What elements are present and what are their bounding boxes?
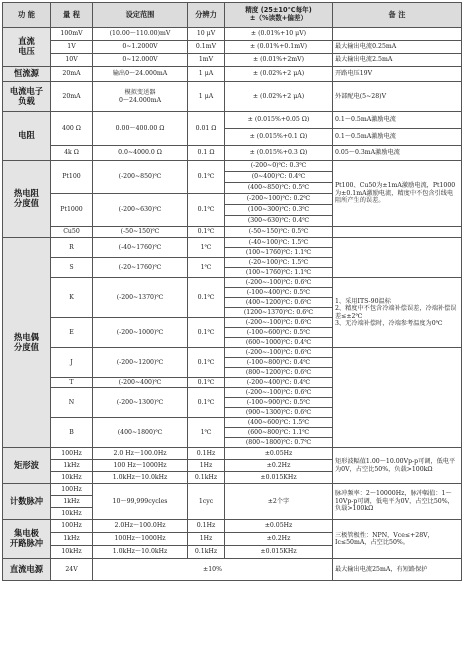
cell-resolution: 0.1℃ [188,227,225,238]
cell-setting: 0.00～400.00 Ω [93,112,188,146]
cell-accuracy: (-200~-100)℃: 0.6℃ [225,318,333,328]
cell-accuracy: ±0.05Hz [225,448,333,460]
cell-setting: (-20~1760)℃ [93,258,188,278]
cell-range: T [51,378,93,388]
cell-accuracy: ± (0.015%+0.1 Ω) [225,129,333,146]
section-open-collector: 集电极 开路脉冲 [3,520,51,559]
cell-setting: 0~12.000V [93,54,188,67]
section-resistance: 电阻 [3,112,51,161]
header-accuracy [225,3,333,28]
cell-resolution: 1℃ [188,418,225,448]
tc-remark: 1、采用ITS-90温标 2、精度中不包含冷端补偿误差，冷端补偿误差≤±2℃ 3、无冷端补偿时，冷端参考温度为0℃ [333,278,462,348]
square-wave-remark: 矩形波幅值1.00～10.00Vp-p可调，低电平为0V，占空比50%，负载>100kΩ [333,448,462,484]
cell-accuracy: (-100~400)℃: 0.5℃ [225,288,333,298]
section-rtd: 热电阻 分度值 [3,161,51,238]
cell-setting: (10.00～110.00)mV [93,28,188,41]
cell-setting: (400~1800)℃ [93,418,188,448]
section-thermocouple: 热电偶 分度值 [3,238,51,448]
cell-accuracy: (-50~150)℃: 0.5℃ [225,227,333,238]
table-row [3,238,462,248]
dc-power-remark: 最大输出电流25mA，有短路保护 [333,559,462,581]
table-row [3,146,462,161]
cell-accuracy: (-40~100)℃: 1.5℃ [225,238,333,248]
cell-resolution: 1Hz [188,460,225,472]
cell-setting: (-200~1000)℃ [93,318,188,348]
cell-resolution: 1Hz [188,533,225,546]
cell-accuracy: ± (0.02%+2 μA) [225,67,333,82]
header-accuracy-line1: 精度 (25±10℃每年) [245,6,312,15]
cell-setting: 输出0～24.000mA [93,67,188,82]
cell-resolution: 10 μV [188,28,225,41]
cell-setting: (-200~1370)℃ [93,278,188,318]
table-row [3,484,462,496]
cell-remark: 0.1～0.5mA激励电流 [333,112,462,129]
section-square-wave: 矩形波 [3,448,51,484]
table-row [3,82,462,112]
cell-accuracy: ± (0.015%+0.05 Ω) [225,112,333,129]
cell-setting: 2.0 Hz～100.0Hz [93,448,188,460]
cell-setting: 0~1.2000V [93,41,188,54]
section-pulse-count: 计数脉冲 [3,484,51,520]
cell-range: R [51,238,93,258]
cell-setting: 1.0kHz～10.0kHz [93,472,188,484]
cell-accuracy: (900~1300)℃: 0.6℃ [225,408,333,418]
cell-accuracy: (-200~-100)℃: 0.6℃ [225,278,333,288]
rtd-remark-blank [333,227,462,238]
cell-accuracy: (-100~600)℃: 0.5℃ [225,328,333,338]
cell-accuracy: ±0.05Hz [225,520,333,533]
cell-resolution: 1℃ [188,258,225,278]
cell-resolution: 0.1℃ [188,318,225,348]
cell-accuracy: ±0.015KHz [225,472,333,484]
cell-resolution: 0.1mV [188,41,225,54]
cell-accuracy: (100~300)℃: 0.3℃ [225,205,333,216]
cell-resolution: 0.1Hz [188,448,225,460]
table-row [3,348,462,358]
cell-setting: 10～99,999cycles [93,484,188,520]
cell-accuracy: (800~1200)℃: 0.6℃ [225,368,333,378]
cell-remark: 最大输出电流2.5mA [333,54,462,67]
cell-accuracy: (800~1800)℃: 0.7℃ [225,438,333,448]
cell-range: E [51,318,93,348]
cell-resolution: 0.1℃ [188,278,225,318]
cell-resolution: 0.1kHz [188,472,225,484]
cell-range: Pt1000 [51,194,93,227]
cell-accuracy: ± (0.01%+0.1mV) [225,41,333,54]
section-dc-power: 直流电源 [3,559,51,581]
cell-resolution: 1mV [188,54,225,67]
cell-setting: 100 Hz～1000Hz [93,460,188,472]
cell-accuracy: (-20~100)℃: 1.5℃ [225,258,333,268]
tc-remark-top-blank [333,238,462,278]
cell-range: 400 Ω [51,112,93,146]
cell-resolution: 0.1℃ [188,378,225,388]
cell-accuracy: (600~1000)℃: 0.4℃ [225,338,333,348]
cell-range: 20mA [51,82,93,112]
cell-accuracy: ±0.015KHz [225,546,333,559]
section-dc-voltage: 直流 电压 [3,28,51,67]
cell-resolution: 1 μA [188,82,225,112]
cell-setting: (-200~1300)℃ [93,388,188,418]
cell-resolution: 0.1℃ [188,348,225,378]
cell-resolution: 0.1℃ [188,194,225,227]
table-row [3,278,462,288]
cell-resolution: 1℃ [188,238,225,258]
cell-accuracy: (-200~400)℃: 0.4℃ [225,378,333,388]
cell-accuracy: (300~630)℃: 0.4℃ [225,216,333,227]
table-row [3,54,462,67]
header-remarks: 备 注 [333,3,462,28]
cell-resolution: 1 μA [188,67,225,82]
spec-table [2,2,462,581]
cell-range: 100Hz [51,484,93,496]
cell-range: 1kHz [51,533,93,546]
header-range: 量 程 [51,3,93,28]
header-resolution: 分辨力 [188,3,225,28]
cell-accuracy: ± (0.01%+10 μV) [225,28,333,41]
cell-range: Pt100 [51,161,93,194]
cell-range: N [51,388,93,418]
cell-remark: 开路电压19V [333,67,462,82]
header-function: 功 能 [3,3,51,28]
cell-setting: (-200~1200)℃ [93,348,188,378]
cell-accuracy: (1200~1370)℃: 0.6℃ [225,308,333,318]
cell-range: 1kHz [51,460,93,472]
cell-accuracy: (-200~-100)℃: 0.6℃ [225,348,333,358]
header-accuracy-line2: ±（%读数+偏差） [249,14,308,22]
cell-range: S [51,258,93,278]
cell-accuracy: (600~800)℃: 1.1℃ [225,428,333,438]
header-setting: 设定范围 [93,3,188,28]
table-row [3,227,462,238]
cell-setting: 0.0~4000.0 Ω [93,146,188,161]
cell-remark [333,28,462,41]
cell-resolution: 1cyc [188,484,225,520]
cell-range: 100Hz [51,448,93,460]
table-row [3,67,462,82]
cell-setting: (-200~400)℃ [93,378,188,388]
pulse-count-remark: 脉冲频率：2～10000Hz，脉冲幅值：1～10Vp-p可调，低电平为0V，占空比50%，负载>100kΩ [333,484,462,520]
table-row [3,448,462,460]
tc-remark-bottom-blank [333,348,462,448]
cell-range: 100mV [51,28,93,41]
cell-range: 1kHz [51,496,93,508]
cell-range: 10kHz [51,546,93,559]
cell-setting: (-200~850)℃ [93,161,188,194]
cell-accuracy: (100~1760)℃: 1.1℃ [225,268,333,278]
cell-range: 4k Ω [51,146,93,161]
cell-range: 24V [51,559,93,581]
cell-accuracy: ±10% [93,559,333,581]
cell-setting: 1.0kHz～10.0kHz [93,546,188,559]
table-row [3,559,462,581]
cell-range: 1V [51,41,93,54]
cell-setting: 模拟变送器 0～24.000mA [93,82,188,112]
cell-range: J [51,348,93,378]
table-row [3,520,462,533]
cell-resolution: 0.1kHz [188,546,225,559]
cell-range: B [51,418,93,448]
table-row [3,41,462,54]
cell-accuracy: (-200~0)℃: 0.3℃ [225,161,333,172]
cell-setting: (-40~1760)℃ [93,238,188,258]
cell-accuracy: (100~1760)℃: 1.1℃ [225,248,333,258]
cell-accuracy: (-200~-100)℃: 0.6℃ [225,388,333,398]
cell-accuracy: (400~850)℃: 0.5℃ [225,183,333,194]
cell-accuracy: (400~1200)℃: 0.6℃ [225,298,333,308]
cell-range: 10kHz [51,508,93,520]
cell-resolution: 0.01 Ω [188,112,225,146]
cell-accuracy: (400~600)℃: 1.5℃ [225,418,333,428]
rtd-remark: Pt100、Cu50为±1mA激励电流，Pt1000为±0.1mA激励电流，精度中不包含引线电阻所产生的误差。 [333,161,462,227]
header-row [3,3,462,28]
cell-remark: 0.05～0.3mA激励电流 [333,146,462,161]
cell-accuracy: ± (0.02%+2 μA) [225,82,333,112]
cell-setting: 2.0Hz～100.0Hz [93,520,188,533]
cell-setting: (-50~150)℃ [93,227,188,238]
cell-accuracy: (-200~100)℃: 0.2℃ [225,194,333,205]
cell-accuracy: (0~400)℃: 0.4℃ [225,172,333,183]
cell-resolution: 0.1℃ [188,388,225,418]
cell-range: 10V [51,54,93,67]
cell-remark: 0.1～0.5mA激励电流 [333,129,462,146]
cell-remark: 最大输出电流0.25mA [333,41,462,54]
open-collector-remark: 三极管极性：NPN，Vce≤+28V，Ic≤50mA，占空比50%。 [333,520,462,559]
cell-accuracy: ±0.2Hz [225,533,333,546]
section-constant-current: 恒流源 [3,67,51,82]
cell-range: 100Hz [51,520,93,533]
cell-setting: 100Hz～1000Hz [93,533,188,546]
cell-range: 20mA [51,67,93,82]
cell-range: 10kHz [51,472,93,484]
cell-accuracy: ± (0.015%+0.3 Ω) [225,146,333,161]
cell-accuracy: (-100~900)℃: 0.5℃ [225,398,333,408]
cell-resolution: 0.1Hz [188,520,225,533]
table-row [3,161,462,172]
cell-range: K [51,278,93,318]
table-row [3,28,462,41]
cell-accuracy: (-100~800)℃: 0.4℃ [225,358,333,368]
cell-range: Cu50 [51,227,93,238]
table-row [3,112,462,129]
cell-remark: 外部配电(5~28)V [333,82,462,112]
cell-resolution: 0.1℃ [188,161,225,194]
cell-accuracy: ± (0.01%+2mV) [225,54,333,67]
section-electronic-load: 电流电子 负载 [3,82,51,112]
cell-resolution: 0.1 Ω [188,146,225,161]
cell-setting: (-200~630)℃ [93,194,188,227]
cell-accuracy: ±0.2Hz [225,460,333,472]
cell-accuracy: ±2个字 [225,484,333,520]
